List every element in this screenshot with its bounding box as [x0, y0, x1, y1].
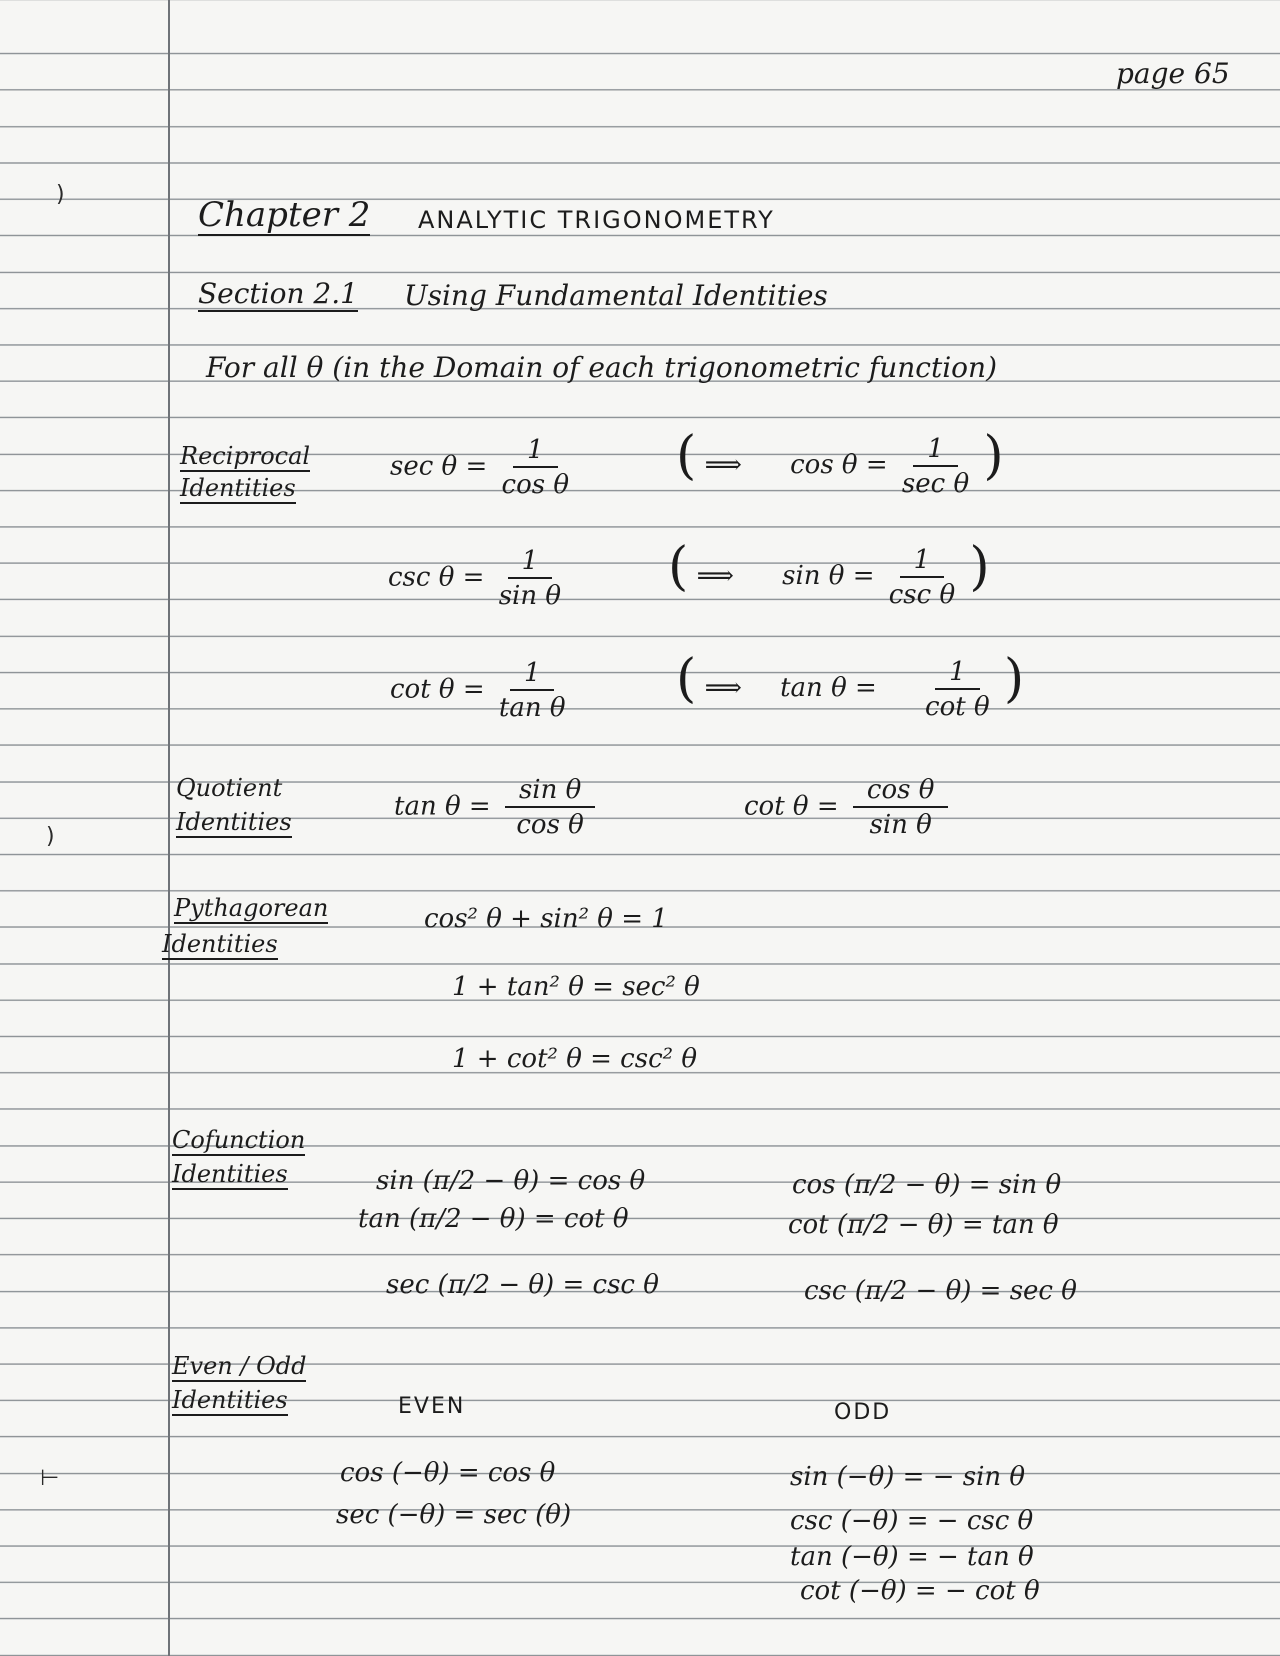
even-odd-label-2: Identities [172, 1386, 288, 1414]
even-identity: cos (−θ) = cos θ [340, 1458, 556, 1488]
reciprocal-row [390, 437, 575, 498]
reciprocal-row [388, 548, 567, 609]
section-label: Section 2.1 [198, 277, 358, 310]
left-paren: ( [676, 426, 697, 486]
equation-lhs: tan θ = [780, 673, 877, 703]
odd-identity: sin (−θ) = − sin θ [790, 1462, 1026, 1492]
fraction [853, 777, 948, 838]
reciprocal-label-1: Reciprocal [180, 442, 311, 470]
quotient-cot [744, 777, 954, 838]
cofunction-identity: csc (π/2 − θ) = sec θ [804, 1276, 1077, 1306]
pythagorean-label-1: Pythagorean [174, 894, 329, 922]
even-odd-label-1: Even / Odd [172, 1352, 307, 1380]
intro-text: For all θ (in the Domain of each trigonometric function) [206, 351, 997, 384]
numerator: sin θ [505, 777, 595, 808]
odd-header: ODD [834, 1400, 892, 1425]
margin-line [168, 0, 170, 1656]
chapter-label: Chapter 2 [198, 195, 371, 235]
fraction [505, 777, 595, 838]
margin-mark: ) [46, 824, 55, 849]
implies-arrow: ⟹ [704, 673, 742, 703]
left-paren: ( [676, 649, 697, 709]
reciprocal-label-2: Identities [180, 474, 296, 502]
denominator: cot θ [925, 691, 990, 722]
equation-lhs: tan θ = [394, 791, 491, 822]
even-identity: sec (−θ) = sec (θ) [336, 1500, 572, 1530]
reciprocal-consequence [668, 537, 990, 610]
right-paren: ) [983, 426, 1004, 486]
numerator: 1 [513, 437, 558, 468]
equation-lhs: cot θ = [744, 791, 839, 822]
denominator: csc θ [888, 579, 956, 610]
denominator: cos θ [501, 470, 570, 500]
denominator: tan θ [498, 693, 566, 723]
reciprocal-row [390, 660, 572, 721]
numerator: 1 [913, 436, 958, 467]
odd-identity: csc (−θ) = − csc θ [790, 1506, 1034, 1536]
odd-identity: tan (−θ) = − tan θ [790, 1542, 1034, 1572]
pythagorean-identity: cos² θ + sin² θ = 1 [424, 904, 668, 934]
quotient-label-1: Quotient [176, 774, 283, 802]
pythagorean-identity: 1 + cot² θ = csc² θ [452, 1044, 697, 1074]
pythagorean-label-2: Identities [162, 930, 278, 958]
equation-lhs: cos θ = [790, 450, 888, 480]
right-paren: ) [1003, 649, 1025, 709]
fraction [901, 433, 970, 499]
cofunction-identity: cot (π/2 − θ) = tan θ [788, 1210, 1059, 1240]
quotient-label-2: Identities [176, 808, 292, 836]
denominator: cos θ [516, 810, 584, 840]
denominator: sec θ [901, 468, 970, 499]
odd-identity: cot (−θ) = − cot θ [800, 1576, 1040, 1606]
margin-mark: ⊢ [40, 1466, 60, 1491]
fraction [499, 660, 566, 721]
denominator: sin θ [498, 581, 562, 611]
equation-lhs: csc θ = [388, 562, 485, 593]
equation-lhs: sin θ = [782, 561, 875, 591]
numerator: 1 [900, 547, 945, 578]
equation-lhs: cot θ = [390, 674, 485, 705]
numerator: 1 [508, 548, 553, 579]
right-paren: ) [969, 537, 990, 597]
pythagorean-identity: 1 + tan² θ = sec² θ [452, 972, 700, 1002]
fraction [888, 544, 956, 610]
left-paren: ( [668, 537, 689, 597]
cofunction-identity: sin (π/2 − θ) = cos θ [376, 1166, 646, 1196]
numerator: cos θ [853, 777, 948, 808]
denominator: sin θ [869, 810, 932, 840]
page-number: page 65 [1116, 57, 1230, 90]
fraction [499, 548, 561, 609]
margin-mark: ) [56, 182, 65, 207]
numerator: 1 [935, 659, 980, 690]
implies-arrow: ⟹ [696, 561, 734, 591]
fraction [925, 656, 990, 722]
implies-arrow: ⟹ [704, 450, 742, 480]
fraction [502, 437, 569, 498]
chapter-title: ANALYTIC TRIGONOMETRY [418, 206, 775, 234]
even-header: EVEN [398, 1394, 466, 1419]
cofunction-label-1: Cofunction [172, 1126, 306, 1154]
cofunction-identity: tan (π/2 − θ) = cot θ [358, 1204, 629, 1234]
cofunction-label-2: Identities [172, 1160, 288, 1188]
cofunction-identity: cos (π/2 − θ) = sin θ [792, 1170, 1062, 1200]
numerator: 1 [510, 660, 555, 691]
reciprocal-consequence [676, 426, 1004, 499]
cofunction-identity: sec (π/2 − θ) = csc θ [386, 1270, 659, 1300]
section-title: Using Fundamental Identities [404, 279, 828, 312]
quotient-tan [394, 777, 601, 838]
reciprocal-consequence [676, 649, 1025, 722]
equation-lhs: sec θ = [390, 451, 488, 482]
